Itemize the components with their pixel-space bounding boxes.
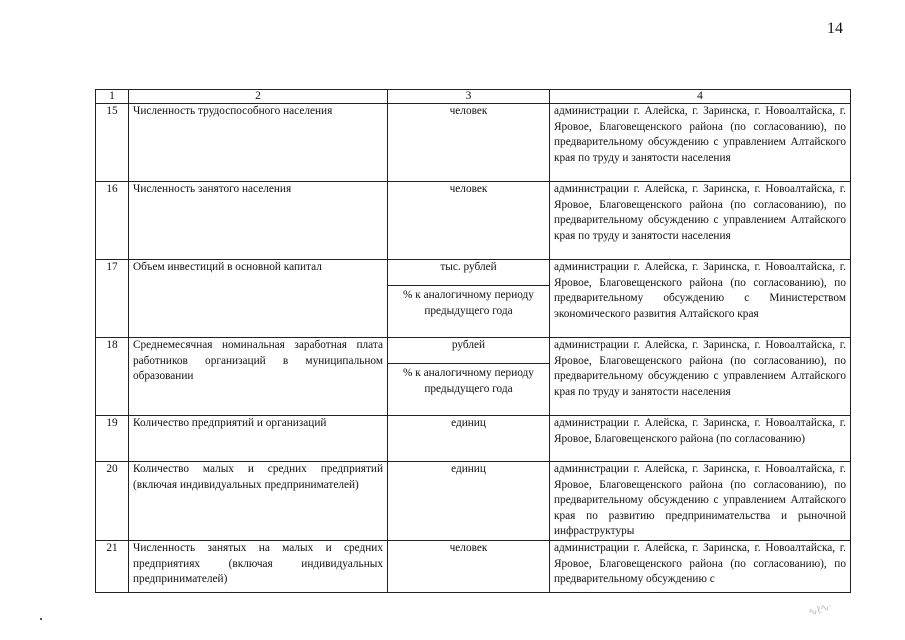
indicator-name-cell: Объем инвестиций в основной капитал <box>129 260 388 338</box>
table-row <box>96 104 851 182</box>
unit-cell: рублей <box>388 338 550 364</box>
unit-cell: тыс. рублей <box>388 260 550 286</box>
unit-cell: единиц <box>388 416 550 462</box>
responsible-cell: администрации г. Алейска, г. Заринска, г. Новоалтайска, г. Яровое, Благовещенского района (по согласованию), по предварительному обсуждению с управлением Алтайского края по труду и занятости населения <box>550 182 851 260</box>
indicator-name-cell: Численность трудоспособного населения <box>129 104 388 182</box>
indicators-table <box>95 89 851 593</box>
responsible-cell: администрации г. Алейска, г. Заринска, г. Новоалтайска, г. Яровое, Благовещенского района (по согласованию), по предварительному обсуждению с <box>550 540 851 592</box>
row-number-cell: 18 <box>96 338 129 416</box>
table-header-row <box>96 90 851 104</box>
page-number: 14 <box>827 20 843 37</box>
header-cell: 3 <box>388 90 550 104</box>
header-cell: 2 <box>129 90 388 104</box>
responsible-cell: администрации г. Алейска, г. Заринска, г. Новоалтайска, г. Яровое, Благовещенского района (по согласованию), по предварительному обсуждению с управлением Алтайского края по труду и занятости населения <box>550 104 851 182</box>
row-number-cell: 17 <box>96 260 129 338</box>
responsible-cell: администрации г. Алейска, г. Заринска, г. Новоалтайска, г. Яровое, Благовещенского района (по согласованию), по предварительному обсуждению с Министерством экономического развития Алтайского края <box>550 260 851 338</box>
header-cell: 4 <box>550 90 851 104</box>
signature-mark: ∿ℓ∿· <box>806 600 833 620</box>
unit-cell-secondary: % к аналогичному периоду предыдущего года <box>388 364 550 416</box>
indicator-name-cell: Количество предприятий и организаций <box>129 416 388 462</box>
row-number-cell: 19 <box>96 416 129 462</box>
unit-cell: человек <box>388 182 550 260</box>
table-row <box>96 260 851 286</box>
row-number-cell: 15 <box>96 104 129 182</box>
indicator-name-cell: Численность занятого населения <box>129 182 388 260</box>
indicator-name-cell: Численность занятых на малых и средних предприятиях (включая индивидуальных предпринимателей) <box>129 540 388 592</box>
unit-cell: единиц <box>388 462 550 541</box>
unit-cell: человек <box>388 104 550 182</box>
table-row <box>96 540 851 592</box>
scan-speck <box>40 618 42 620</box>
table-row <box>96 462 851 541</box>
unit-cell-secondary: % к аналогичному периоду предыдущего года <box>388 286 550 338</box>
unit-cell: человек <box>388 540 550 592</box>
indicator-name-cell: Среднемесячная номинальная заработная плата работников организаций в муниципальном образовании <box>129 338 388 416</box>
responsible-cell: администрации г. Алейска, г. Заринска, г. Новоалтайска, г. Яровое, Благовещенского района (по согласованию), по предварительному обсуждению с управлением Алтайского края по развитию предпринимательства и рыночной инфраструктуры <box>550 462 851 541</box>
table-row <box>96 416 851 462</box>
table-row <box>96 338 851 364</box>
row-number-cell: 16 <box>96 182 129 260</box>
row-number-cell: 21 <box>96 540 129 592</box>
table-row <box>96 182 851 260</box>
header-cell: 1 <box>96 90 129 104</box>
row-number-cell: 20 <box>96 462 129 541</box>
responsible-cell: администрации г. Алейска, г. Заринска, г. Новоалтайска, г. Яровое, Благовещенского района (по согласованию), по предварительному обсуждению с управлением Алтайского края по труду и занятости населения <box>550 338 851 416</box>
indicator-name-cell: Количество малых и средних предприятий (включая индивидуальных предпринимателей) <box>129 462 388 541</box>
responsible-cell: администрации г. Алейска, г. Заринска, г. Новоалтайска, г. Яровое, Благовещенского района (по согласованию) <box>550 416 851 462</box>
